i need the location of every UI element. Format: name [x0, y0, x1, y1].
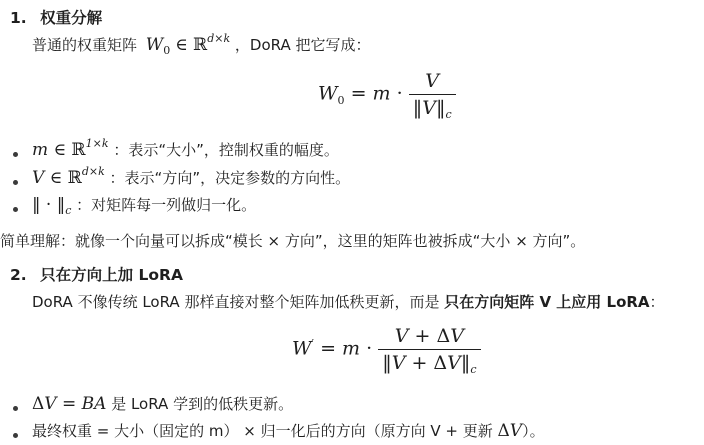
section-2-heading — [10, 263, 183, 285]
section-2-intro-prefix: DoRA 不像传统 LoRA 那样直接对整个矩阵加低秩更新，而是 — [32, 293, 445, 311]
bullet-final-weight-prefix: 最终权重 = 大小（固定的 m） × 归一化后的方向（原方向 V + 更新 — [32, 422, 498, 440]
math-w0-in-r-dk: $W_0$ ∈ ℝ$^{d\times k}$ — [145, 32, 231, 57]
bullet-norm-text: ：对矩阵每一列做归一化。 — [76, 196, 257, 214]
section-2-intro-bold: 只在方向矩阵 V 上应用 LoRA — [444, 293, 650, 311]
bullet-final-weight-suffix: ）。 — [522, 422, 545, 440]
section-1-intro-suffix: ，DoRA 把它写成： — [234, 36, 371, 54]
bullet-v-direction: V ∈ ℝ$^{d\times k}$ ：表示“方向”，决定参数的方向性。 — [32, 165, 351, 188]
bullet-delta-v: ΔV = BA 是 LoRA 学到的低秩更新。 — [32, 394, 294, 414]
bullet-norm-columns: ‖ · $‖_c$ ：对矩阵每一列做归一化。 — [32, 195, 257, 217]
section-1-intro-prefix: 普通的权重矩阵 — [32, 36, 138, 54]
summary-line: 简单理解：就像一个向量可以拆成“模长 × 方向”，这里的矩阵也被拆成“大小 × 方向”。 — [0, 232, 586, 250]
fraction-v-plus-dv-over-norm: $\frac{V + \Delta V}{‖V + \Delta V‖_c}$ — [378, 325, 480, 374]
section-2-number: 2. — [10, 266, 27, 284]
bullet-m-magnitude: m ∈ ℝ$^{1\times k}$ ：表示“大小”，控制权重的幅度。 — [32, 137, 339, 160]
section-2-intro — [32, 291, 665, 312]
bullet-m-text: ：表示“大小”，控制权重的幅度。 — [113, 141, 339, 159]
equation-w0-decomposition: $W_0 = m$ · $\frac{V}{‖V‖_c}$ — [318, 70, 456, 119]
section-1-heading — [10, 6, 102, 28]
bullet-dot — [13, 433, 18, 438]
bullet-dot — [13, 152, 18, 157]
bullet-v-text: ：表示“方向”，决定参数的方向性。 — [109, 169, 351, 187]
section-2-title: 只在方向上加 LoRA — [40, 266, 183, 284]
bullet-final-weight: 最终权重 = 大小（固定的 m） × 归一化后的方向（原方向 V + 更新 ΔV）。 — [32, 421, 545, 441]
bullet-delta-v-text: 是 LoRA 学到的低秩更新。 — [111, 395, 294, 413]
bullet-dot — [13, 207, 18, 212]
section-1-number: 1. — [10, 9, 27, 27]
equation-w-prime: W′ = m · $\frac{V + \Delta V}{‖V + \Delta V‖_c}$ — [292, 325, 481, 374]
section-1-title: 权重分解 — [40, 9, 103, 27]
bullet-dot — [13, 406, 18, 411]
section-1-intro — [32, 34, 371, 55]
bullet-dot — [13, 180, 18, 185]
section-2-intro-suffix: ： — [649, 293, 665, 311]
fraction-v-over-norm: $\frac{V}{‖V‖_c}$ — [409, 70, 456, 119]
